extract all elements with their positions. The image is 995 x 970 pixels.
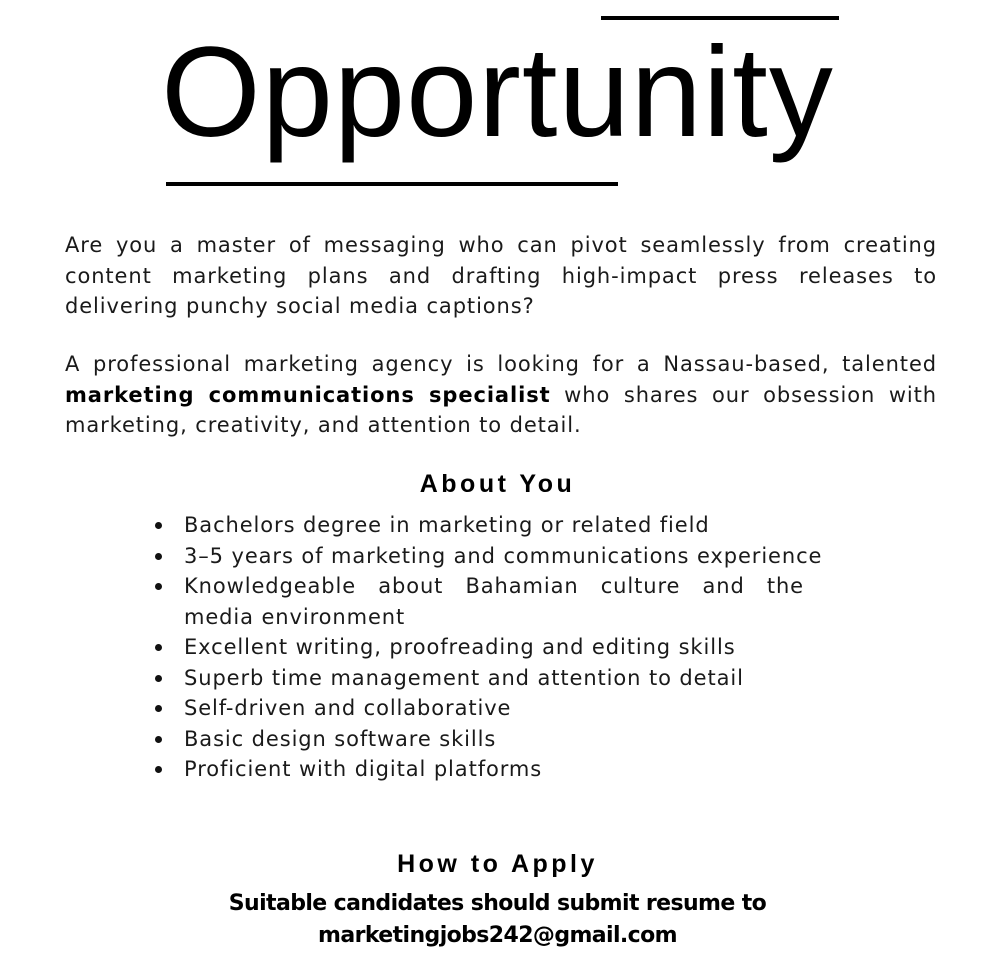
how-to-apply-heading: How to Apply <box>397 850 598 878</box>
intro-paragraph-2-tail: who shares our obsession with marketing, creativity, and attention to detail. <box>65 382 937 437</box>
decorative-rule-bottom <box>166 182 618 186</box>
list-item: Bachelors degree in marketing or related field <box>184 510 856 541</box>
job-title-emphasis: marketing communications specialist <box>65 382 551 407</box>
intro-paragraph-2-lead: A professional marketing agency is looking for a Nassau-based, talented <box>65 352 937 376</box>
list-item: Proficient with digital platforms <box>184 754 856 785</box>
intro-paragraph-2 <box>65 349 937 441</box>
page-headline: Opportunity <box>161 21 834 164</box>
list-item: Excellent writing, proofreading and editing skills <box>184 632 856 663</box>
list-item: Basic design software skills <box>184 724 856 755</box>
list-item: 3–5 years of marketing and communications experience <box>184 541 856 572</box>
about-you-heading: About You <box>419 470 576 498</box>
intro-paragraph-1: Are you a master of messaging who can pivot seamlessly from creating content marketing plans and drafting high-impact press releases to delivering punchy social media captions? <box>65 233 937 318</box>
list-item: Superb time management and attention to detail <box>184 663 856 694</box>
apply-instructions: Suitable candidates should submit resume to <box>228 891 767 916</box>
list-item: Knowledgeable about Bahamian culture and the media environment <box>184 571 804 632</box>
requirements-list <box>184 510 856 785</box>
apply-email: marketingjobs242@gmail.com <box>318 923 677 948</box>
list-item: Self-driven and collaborative <box>184 693 856 724</box>
